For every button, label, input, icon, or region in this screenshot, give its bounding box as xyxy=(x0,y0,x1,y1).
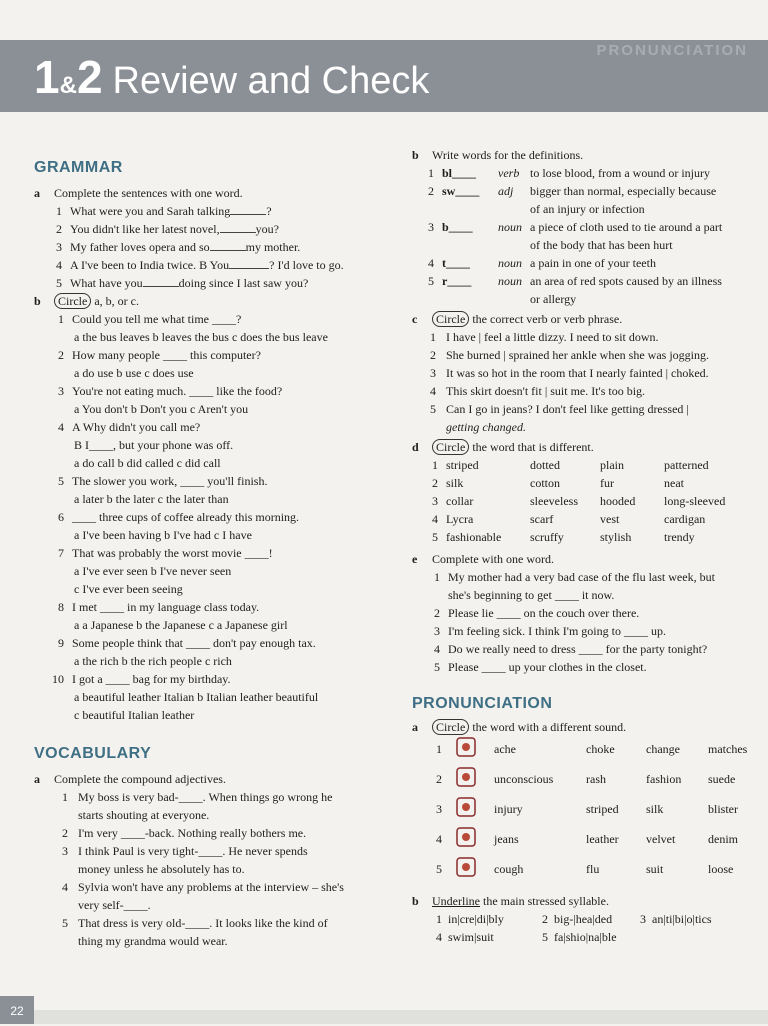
stress-row xyxy=(412,928,758,946)
item-number: 8 xyxy=(58,600,64,614)
option-word[interactable]: dotted xyxy=(530,458,560,472)
sentence-end: ? xyxy=(266,204,272,218)
part-of-speech: verb xyxy=(498,166,520,180)
sentence-text: Can I go in jeans? I don't feel like getting dressed | xyxy=(446,402,689,416)
item-number: 1 xyxy=(430,330,436,344)
option-word[interactable]: hooded xyxy=(600,494,636,508)
verb-choice-item xyxy=(412,364,758,382)
item-number: 2 xyxy=(428,184,434,198)
part-of-speech: adj xyxy=(498,184,514,198)
answer-blank[interactable] xyxy=(143,274,179,287)
answer-options-text: c beautiful Italian leather xyxy=(74,708,195,722)
item-number: 1 xyxy=(436,742,442,756)
circle-word: Circle xyxy=(432,311,469,327)
option-word[interactable]: scruffy xyxy=(530,530,564,544)
item-number: 5 xyxy=(56,276,62,290)
sentence-text: She burned | sprained her ankle when she was jogging. xyxy=(446,348,710,362)
exercise-instruction: a, b, or c. xyxy=(94,294,139,308)
sentence-item xyxy=(34,202,394,220)
item-number: 3 xyxy=(436,802,442,816)
sentence-text: I'm feeling sick. I think I'm going to ____ up. xyxy=(448,624,666,638)
sentence-item xyxy=(34,238,394,256)
item-number: 3 xyxy=(56,240,62,254)
word-row xyxy=(412,528,758,546)
item-number: 2 xyxy=(432,476,438,490)
exercise-letter: b xyxy=(34,294,41,308)
exercise-letter: b xyxy=(412,894,419,908)
option-word[interactable]: suede xyxy=(708,772,736,786)
sentence-text: she's beginning to get ____ it now. xyxy=(448,588,615,602)
question-text: B I____, but your phone was off. xyxy=(74,438,234,452)
exercise-letter: e xyxy=(412,552,418,566)
part-of-speech: noun xyxy=(498,220,522,234)
option-word[interactable]: striped xyxy=(446,458,479,472)
item-number: 5 xyxy=(58,474,64,488)
definition-continuation xyxy=(412,236,758,254)
question-text: Some people think that ____ don't pay enough tax. xyxy=(72,636,316,650)
option-word[interactable]: patterned xyxy=(664,458,709,472)
option-word[interactable]: fashion xyxy=(646,772,682,786)
question-item xyxy=(34,346,394,364)
exercise-instruction: Complete the sentences with one word. xyxy=(54,186,243,200)
sentence-text: money unless he absolutely has to. xyxy=(78,862,245,876)
sentence-continuation xyxy=(34,932,394,950)
item-number: 3 xyxy=(430,366,436,380)
item-number: 2 xyxy=(430,348,436,362)
option-word[interactable]: suit xyxy=(646,862,664,876)
item-number: 4 xyxy=(436,930,442,944)
sentence-continuation xyxy=(412,418,758,436)
item-number: 4 xyxy=(56,258,62,272)
exercise-instruction: Complete the compound adjectives. xyxy=(54,772,226,786)
verb-choice-item xyxy=(412,328,758,346)
option-word[interactable]: leather xyxy=(586,832,619,846)
option-word[interactable]: velvet xyxy=(646,832,676,846)
definition-text: to lose blood, from a wound or injury xyxy=(530,166,710,180)
sentence-item xyxy=(412,658,758,676)
exercise-header xyxy=(34,292,394,310)
option-word[interactable]: cotton xyxy=(530,476,560,490)
item-number: 2 xyxy=(56,222,62,236)
stress-word[interactable]: in|cre|di|bly xyxy=(448,912,504,926)
option-word[interactable]: unconscious xyxy=(494,772,554,786)
jazz-icon xyxy=(454,794,478,825)
answer-options xyxy=(34,652,394,670)
item-number: 4 xyxy=(436,832,442,846)
unit-ampersand: & xyxy=(59,72,77,99)
word-stem[interactable]: b____ xyxy=(442,220,473,234)
definition-item xyxy=(412,254,758,272)
option-word[interactable]: flu xyxy=(586,862,600,876)
shower-icon xyxy=(454,764,478,795)
stress-word[interactable]: swim|suit xyxy=(448,930,494,944)
item-number: 3 xyxy=(428,220,434,234)
sentence-end: my mother. xyxy=(245,240,301,254)
exercise-letter: a xyxy=(34,772,40,786)
question-text: You're not eating much. ____ like the food? xyxy=(72,384,283,398)
sentence-item xyxy=(34,256,394,274)
item-number: 2 xyxy=(434,606,440,620)
footer-bar xyxy=(34,1010,768,1024)
sentence-text: It was so hot in the room that I nearly fainted | choked. xyxy=(446,366,709,380)
exercise-instruction: the word with a different sound. xyxy=(472,720,627,734)
sentence-item xyxy=(34,220,394,238)
exercise-instruction: the correct verb or verb phrase. xyxy=(472,312,623,326)
answer-blank[interactable] xyxy=(230,202,266,215)
answer-options-text: a beautiful leather Italian b Italian leather beautiful xyxy=(74,690,319,704)
sentence-continuation xyxy=(34,806,394,824)
sentence-start: A I've been to India twice. B You xyxy=(70,258,230,272)
definition-continuation xyxy=(412,290,758,308)
item-number: 1 xyxy=(432,458,438,472)
question-item xyxy=(34,418,394,436)
option-word[interactable]: denim xyxy=(708,832,738,846)
exercise-letter: a xyxy=(412,720,418,734)
definition-text: a piece of cloth used to tie around a part xyxy=(530,220,723,234)
option-word[interactable]: trendy xyxy=(664,530,695,544)
unit-number-1: 1 xyxy=(34,51,60,103)
answer-options xyxy=(34,490,394,508)
item-number: 5 xyxy=(430,402,436,416)
sentence-text: Please lie ____ on the couch over there. xyxy=(448,606,640,620)
sentence-start: You didn't like her latest novel, xyxy=(70,222,220,236)
exercise-instruction: Write words for the definitions. xyxy=(432,148,584,162)
item-number: 1 xyxy=(428,166,434,180)
stress-word[interactable]: an|ti|bi|o|tics xyxy=(652,912,712,926)
sentence-item xyxy=(412,568,758,586)
word-row xyxy=(412,474,758,492)
word-stem[interactable]: sw____ xyxy=(442,184,480,198)
sentence-continuation xyxy=(34,860,394,878)
answer-options xyxy=(34,616,394,634)
sentence-continuation xyxy=(34,896,394,914)
answer-options-text: a a Japanese b the Japanese c a Japanese girl xyxy=(74,618,288,632)
answer-options-text: a I've been having b I've had c I have xyxy=(74,528,252,542)
unit-title xyxy=(34,50,429,104)
sentence-text: My boss is very bad-____. When things go wrong he xyxy=(78,790,333,804)
item-number: 4 xyxy=(62,880,68,894)
compound-adjective-item xyxy=(34,878,394,896)
option-word[interactable]: matches xyxy=(708,742,748,756)
sentence-text: thing my grandma would wear. xyxy=(78,934,228,948)
item-number: 4 xyxy=(58,420,64,434)
question-text: I met ____ in my language class today. xyxy=(72,600,260,614)
option-word[interactable]: scarf xyxy=(530,512,554,526)
exercise-letter: b xyxy=(412,148,419,162)
answer-options-text: a the bus leaves b leaves the bus c does the bus leave xyxy=(74,330,328,344)
sentence-text: I have | feel a little dizzy. I need to sit down. xyxy=(446,330,659,344)
item-number: 3 xyxy=(640,912,646,926)
exercise-header xyxy=(412,550,758,568)
question-item xyxy=(34,670,394,688)
part-of-speech: noun xyxy=(498,256,522,270)
question-text: I got a ____ bag for my birthday. xyxy=(72,672,231,686)
underline-word: Underline xyxy=(432,894,480,908)
item-number: 9 xyxy=(58,636,64,650)
item-number: 1 xyxy=(58,312,64,326)
compound-adjective-item xyxy=(34,842,394,860)
option-word[interactable]: plain xyxy=(600,458,624,472)
item-number: 5 xyxy=(542,930,548,944)
option-word[interactable]: ache xyxy=(494,742,516,756)
sentence-start: What were you and Sarah talking xyxy=(70,204,231,218)
answer-options xyxy=(34,364,394,382)
option-word[interactable]: stylish xyxy=(600,530,632,544)
answer-options xyxy=(34,580,394,598)
item-number: 2 xyxy=(436,772,442,786)
definition-text: an area of red spots caused by an illness xyxy=(530,274,722,288)
definition-item xyxy=(412,218,758,236)
definition-text: or allergy xyxy=(530,292,577,306)
item-number: 2 xyxy=(62,826,68,840)
item-number: 3 xyxy=(58,384,64,398)
stress-word[interactable]: big-|hea|ded xyxy=(554,912,613,926)
stress-word[interactable]: fa|shio|na|ble xyxy=(554,930,617,944)
item-number: 1 xyxy=(436,912,442,926)
question-item-line2 xyxy=(34,436,394,454)
unit-number-2: 2 xyxy=(76,51,103,103)
answer-options-text: a do call b did called c did call xyxy=(74,456,221,470)
right-column xyxy=(412,146,758,946)
exercise-header xyxy=(412,438,758,456)
option-word[interactable]: striped xyxy=(586,802,619,816)
question-item xyxy=(34,472,394,490)
circle-word: Circle xyxy=(54,293,91,309)
sentence-item xyxy=(412,622,758,640)
word-row xyxy=(412,456,758,474)
option-word[interactable]: collar xyxy=(446,494,474,508)
item-number: 5 xyxy=(432,530,438,544)
sentence-continuation xyxy=(412,586,758,604)
definition-text: a pain in one of your teeth xyxy=(530,256,656,270)
question-item xyxy=(34,544,394,562)
item-number: 4 xyxy=(430,384,436,398)
question-text: How many people ____ this computer? xyxy=(72,348,261,362)
word-row xyxy=(412,860,758,890)
sentence-item xyxy=(412,604,758,622)
verb-choice-item xyxy=(412,346,758,364)
definition-item xyxy=(412,164,758,182)
question-text: Could you tell me what time ____? xyxy=(72,312,242,326)
definition-text: of the body that has been hurt xyxy=(530,238,673,252)
sentence-text: I think Paul is very tight-____. He never spends xyxy=(78,844,308,858)
answer-options-text: a later b the later c the later than xyxy=(74,492,229,506)
option-word[interactable]: silk xyxy=(646,802,664,816)
item-number: 2 xyxy=(58,348,64,362)
exercise-header xyxy=(412,892,758,910)
answer-options xyxy=(34,706,394,724)
sentence-start: My father loves opera and so xyxy=(70,240,210,254)
left-column xyxy=(34,152,394,950)
compound-adjective-item xyxy=(34,788,394,806)
sentence-text: starts shouting at everyone. xyxy=(78,808,210,822)
grammar-heading: GRAMMAR xyxy=(34,159,123,176)
definition-item xyxy=(412,182,758,200)
sentence-start: What have you xyxy=(70,276,143,290)
question-item xyxy=(34,634,394,652)
compound-adjective-item xyxy=(34,914,394,932)
egg-icon xyxy=(454,824,478,855)
circle-word: Circle xyxy=(432,439,469,455)
sentence-text: I'm very ____-back. Nothing really bothers me. xyxy=(78,826,307,840)
option-word[interactable]: Lycra xyxy=(446,512,474,526)
exercise-instruction: the word that is different. xyxy=(472,440,594,454)
answer-options xyxy=(34,400,394,418)
definition-text: of an injury or infection xyxy=(530,202,645,216)
item-number: 4 xyxy=(432,512,438,526)
answer-options-text: a the rich b the rich people c rich xyxy=(74,654,232,668)
exercise-header xyxy=(412,146,758,164)
answer-options-text: a You don't b Don't you c Aren't you xyxy=(74,402,249,416)
exercise-instruction: Complete with one word. xyxy=(432,552,554,566)
sentence-end: ? I'd love to go. xyxy=(269,258,344,272)
sentence-text: Do we really need to dress ____ for the party tonight? xyxy=(448,642,708,656)
exercise-letter: c xyxy=(412,312,418,326)
question-item xyxy=(34,598,394,616)
exercise-header xyxy=(412,310,758,328)
answer-options xyxy=(34,562,394,580)
answer-blank[interactable] xyxy=(220,220,256,233)
verb-choice-item xyxy=(412,400,758,418)
exercise-header xyxy=(34,184,394,202)
option-word[interactable]: silk xyxy=(446,476,464,490)
option-word[interactable]: blister xyxy=(708,802,738,816)
option-word[interactable]: neat xyxy=(664,476,684,490)
sentence-end: you? xyxy=(255,222,279,236)
question-text: The slower you work, ____ you'll finish. xyxy=(72,474,268,488)
answer-options xyxy=(34,454,394,472)
answer-blank[interactable] xyxy=(210,238,246,251)
vocabulary-heading: VOCABULARY xyxy=(34,745,152,762)
question-item xyxy=(34,310,394,328)
item-number: 6 xyxy=(58,510,64,524)
option-word[interactable]: jeans xyxy=(494,832,519,846)
item-number: 5 xyxy=(434,660,440,674)
answer-options xyxy=(34,688,394,706)
answer-options xyxy=(34,526,394,544)
item-number: 1 xyxy=(434,570,440,584)
option-word[interactable]: change xyxy=(646,742,680,756)
train-icon xyxy=(454,734,478,765)
part-of-speech: noun xyxy=(498,274,522,288)
item-number: 5 xyxy=(62,916,68,930)
page-number: 22 xyxy=(0,996,34,1024)
option-word[interactable]: rash xyxy=(586,772,606,786)
banner-ghost-text: PRONUNCIATION xyxy=(596,42,748,59)
word-row xyxy=(412,492,758,510)
item-number: 3 xyxy=(432,494,438,508)
option-word[interactable]: cough xyxy=(494,862,524,876)
item-number: 4 xyxy=(428,256,434,270)
item-number: 1 xyxy=(56,204,62,218)
option-word[interactable]: loose xyxy=(708,862,734,876)
question-item xyxy=(34,382,394,400)
answer-options-text: a do use b use c does use xyxy=(74,366,194,380)
exercise-instruction: the main stressed syllable. xyxy=(482,894,609,908)
item-number: 1 xyxy=(62,790,68,804)
option-word[interactable]: fashionable xyxy=(446,530,502,544)
stress-row xyxy=(412,910,758,928)
sentence-end: doing since I last saw you? xyxy=(178,276,309,290)
sentence-text: getting changed. xyxy=(446,420,526,434)
item-number: 10 xyxy=(52,672,64,686)
answer-options-text: a I've ever seen b I've never seen xyxy=(74,564,232,578)
option-word[interactable]: vest xyxy=(600,512,620,526)
question-text: That was probably the worst movie ____! xyxy=(72,546,273,560)
item-number: 2 xyxy=(542,912,548,926)
item-number: 3 xyxy=(62,844,68,858)
verb-choice-item xyxy=(412,382,758,400)
exercise-letter: d xyxy=(412,440,419,454)
answer-options-text: c I've ever been seeing xyxy=(74,582,183,596)
question-text: ____ three cups of coffee already this morning. xyxy=(72,510,300,524)
sentence-text: Please ____ up your clothes in the closet. xyxy=(448,660,647,674)
sentence-text: This skirt doesn't fit | suit me. It's too big. xyxy=(446,384,646,398)
answer-options xyxy=(34,328,394,346)
item-number: 7 xyxy=(58,546,64,560)
definition-continuation xyxy=(412,200,758,218)
item-number: 3 xyxy=(434,624,440,638)
compound-adjective-item xyxy=(34,824,394,842)
sentence-text: That dress is very old-____. It looks like the kind of xyxy=(78,916,328,930)
item-number: 5 xyxy=(428,274,434,288)
sentence-text: Sylvia won't have any problems at the interview – she's xyxy=(78,880,344,894)
question-item xyxy=(34,508,394,526)
option-word[interactable]: injury xyxy=(494,802,523,816)
option-word[interactable]: choke xyxy=(586,742,615,756)
option-word[interactable]: long-sleeved xyxy=(664,494,726,508)
page-title: Review and Check xyxy=(112,60,430,102)
sentence-item xyxy=(34,274,394,292)
sentence-item xyxy=(412,640,758,658)
word-stem[interactable]: bl____ xyxy=(442,166,477,180)
word-stem[interactable]: t____ xyxy=(442,256,470,270)
item-number: 4 xyxy=(434,642,440,656)
option-word[interactable]: cardigan xyxy=(664,512,706,526)
definition-text: bigger than normal, especially because xyxy=(530,184,717,198)
word-stem[interactable]: r____ xyxy=(442,274,472,288)
answer-blank[interactable] xyxy=(229,256,269,269)
sentence-text: very self-____. xyxy=(78,898,151,912)
option-word[interactable]: fur xyxy=(600,476,614,490)
option-word[interactable]: sleeveless xyxy=(530,494,578,508)
exercise-letter: a xyxy=(34,186,40,200)
item-number: 5 xyxy=(436,862,442,876)
boot-icon xyxy=(454,854,478,885)
circle-word: Circle xyxy=(432,719,469,735)
question-text: A Why didn't you call me? xyxy=(72,420,201,434)
definition-item xyxy=(412,272,758,290)
pronunciation-heading: PRONUNCIATION xyxy=(412,695,553,712)
word-row xyxy=(412,510,758,528)
exercise-header xyxy=(34,770,394,788)
sentence-text: My mother had a very bad case of the flu last week, but xyxy=(448,570,715,584)
